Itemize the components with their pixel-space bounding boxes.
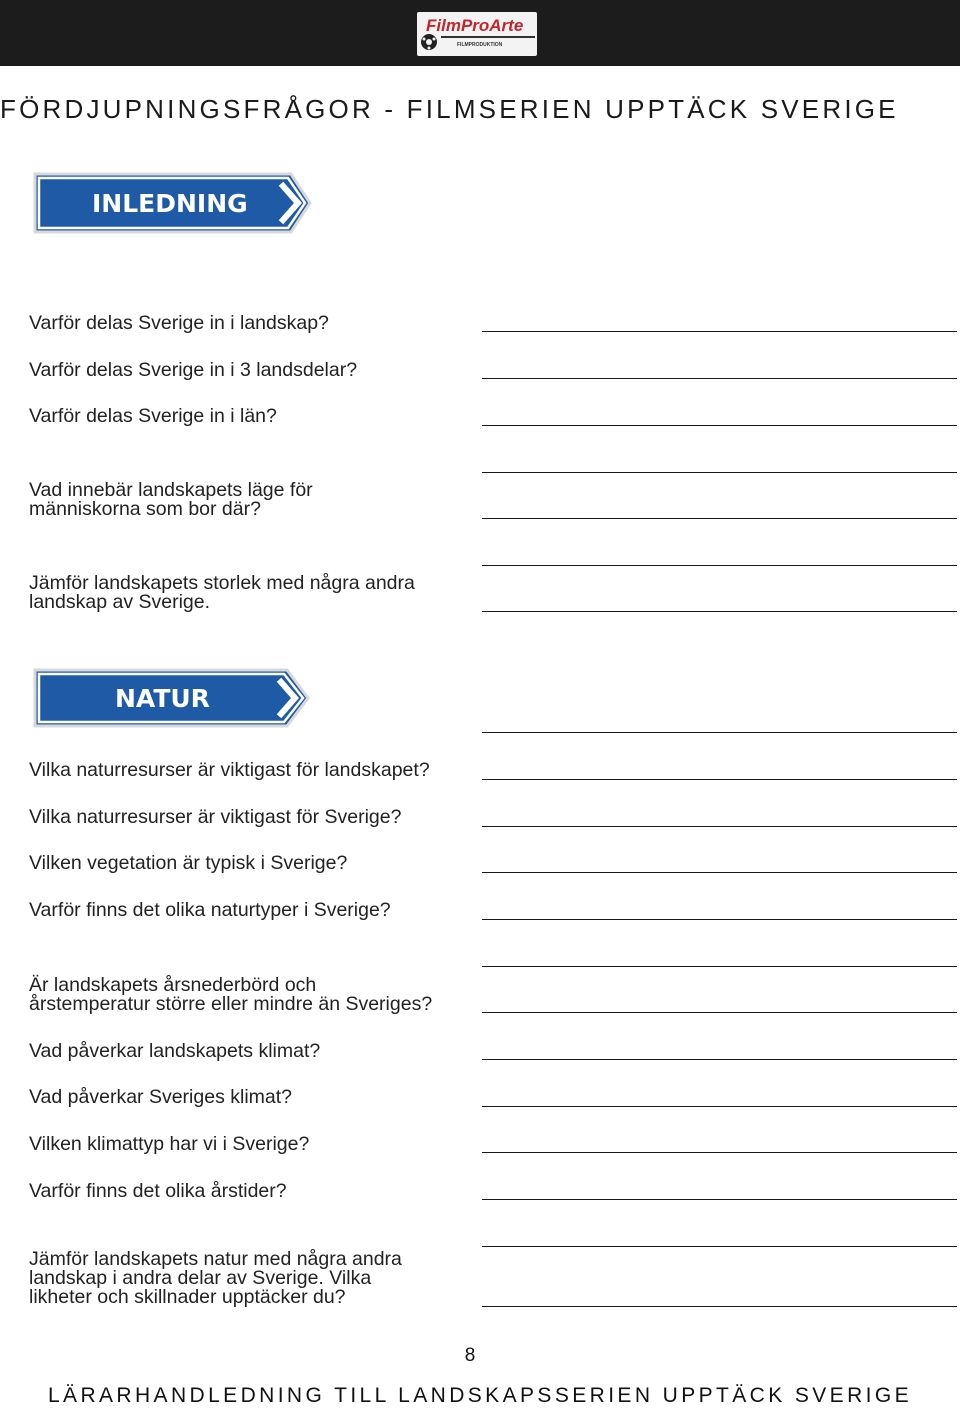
answer-line[interactable] <box>482 966 957 967</box>
question-text: Vilken klimattyp har vi i Sverige? <box>29 1133 310 1155</box>
logo-subtext: FILMPRODUKTION <box>457 42 503 48</box>
question-text: Varför finns det olika naturtyper i Sverige? <box>29 899 391 921</box>
question-text: Jämför landskapets storlek med några andra landskap av Sverige. <box>29 572 415 613</box>
answer-line[interactable] <box>482 779 957 780</box>
question-text: Varför finns det olika årstider? <box>29 1180 287 1202</box>
natur-sign <box>33 668 313 728</box>
question-text: Varför delas Sverige in i län? <box>29 405 277 427</box>
filmproarte-logo <box>417 12 537 56</box>
answer-line[interactable] <box>482 919 957 920</box>
question-text: Vilken vegetation är typisk i Sverige? <box>29 852 348 874</box>
inledning-sign-label: INLEDNING <box>92 189 248 218</box>
answer-line[interactable] <box>482 1306 957 1307</box>
document-title: FÖRDJUPNINGSFRÅGOR - FILMSERIEN UPPTÄCK SVERIGE <box>0 94 899 124</box>
answer-line[interactable] <box>482 732 957 733</box>
question-text: Är landskapets årsnederbörd och årstemperatur större eller mindre än Sveriges? <box>29 974 433 1015</box>
question-text: Vilka naturresurser är viktigast för Sverige? <box>29 806 402 828</box>
question-text: Vilka naturresurser är viktigast för landskapet? <box>29 759 430 781</box>
answer-line[interactable] <box>482 1106 957 1107</box>
natur-sign-label: NATUR <box>115 684 210 713</box>
answer-line[interactable] <box>482 872 957 873</box>
answer-line[interactable] <box>482 331 957 332</box>
question-text: Vad påverkar Sveriges klimat? <box>29 1086 293 1108</box>
question-text: Vad innebär landskapets läge för människorna som bor där? <box>29 479 313 520</box>
answer-line[interactable] <box>482 611 957 612</box>
answer-line[interactable] <box>482 472 957 473</box>
answer-line[interactable] <box>482 1152 957 1153</box>
answer-line[interactable] <box>482 425 957 426</box>
answer-line[interactable] <box>482 518 957 519</box>
question-text: Jämför landskapets natur med några andra landskap i andra delar av Sverige. Vilka likheter och skillnader upptäcker du? <box>29 1248 402 1308</box>
answer-line[interactable] <box>482 565 957 566</box>
top-banner <box>0 0 960 66</box>
answer-line[interactable] <box>482 1012 957 1013</box>
answer-line[interactable] <box>482 826 957 827</box>
question-text: Vad påverkar landskapets klimat? <box>29 1040 321 1062</box>
answer-line[interactable] <box>482 378 957 379</box>
inledning-sign <box>33 172 313 234</box>
page-number: 8 <box>464 1345 476 1366</box>
answer-line[interactable] <box>482 1199 957 1200</box>
answer-line[interactable] <box>482 1246 957 1247</box>
footer-text: LÄRARHANDLEDNING TILL LANDSKAPSSERIEN UPPTÄCK SVERIGE <box>47 1384 913 1407</box>
logo-text: FilmProArte <box>426 16 524 35</box>
question-text: Varför delas Sverige in i landskap? <box>29 312 329 334</box>
answer-line[interactable] <box>482 1059 957 1060</box>
question-text: Varför delas Sverige in i 3 landsdelar? <box>29 359 358 381</box>
